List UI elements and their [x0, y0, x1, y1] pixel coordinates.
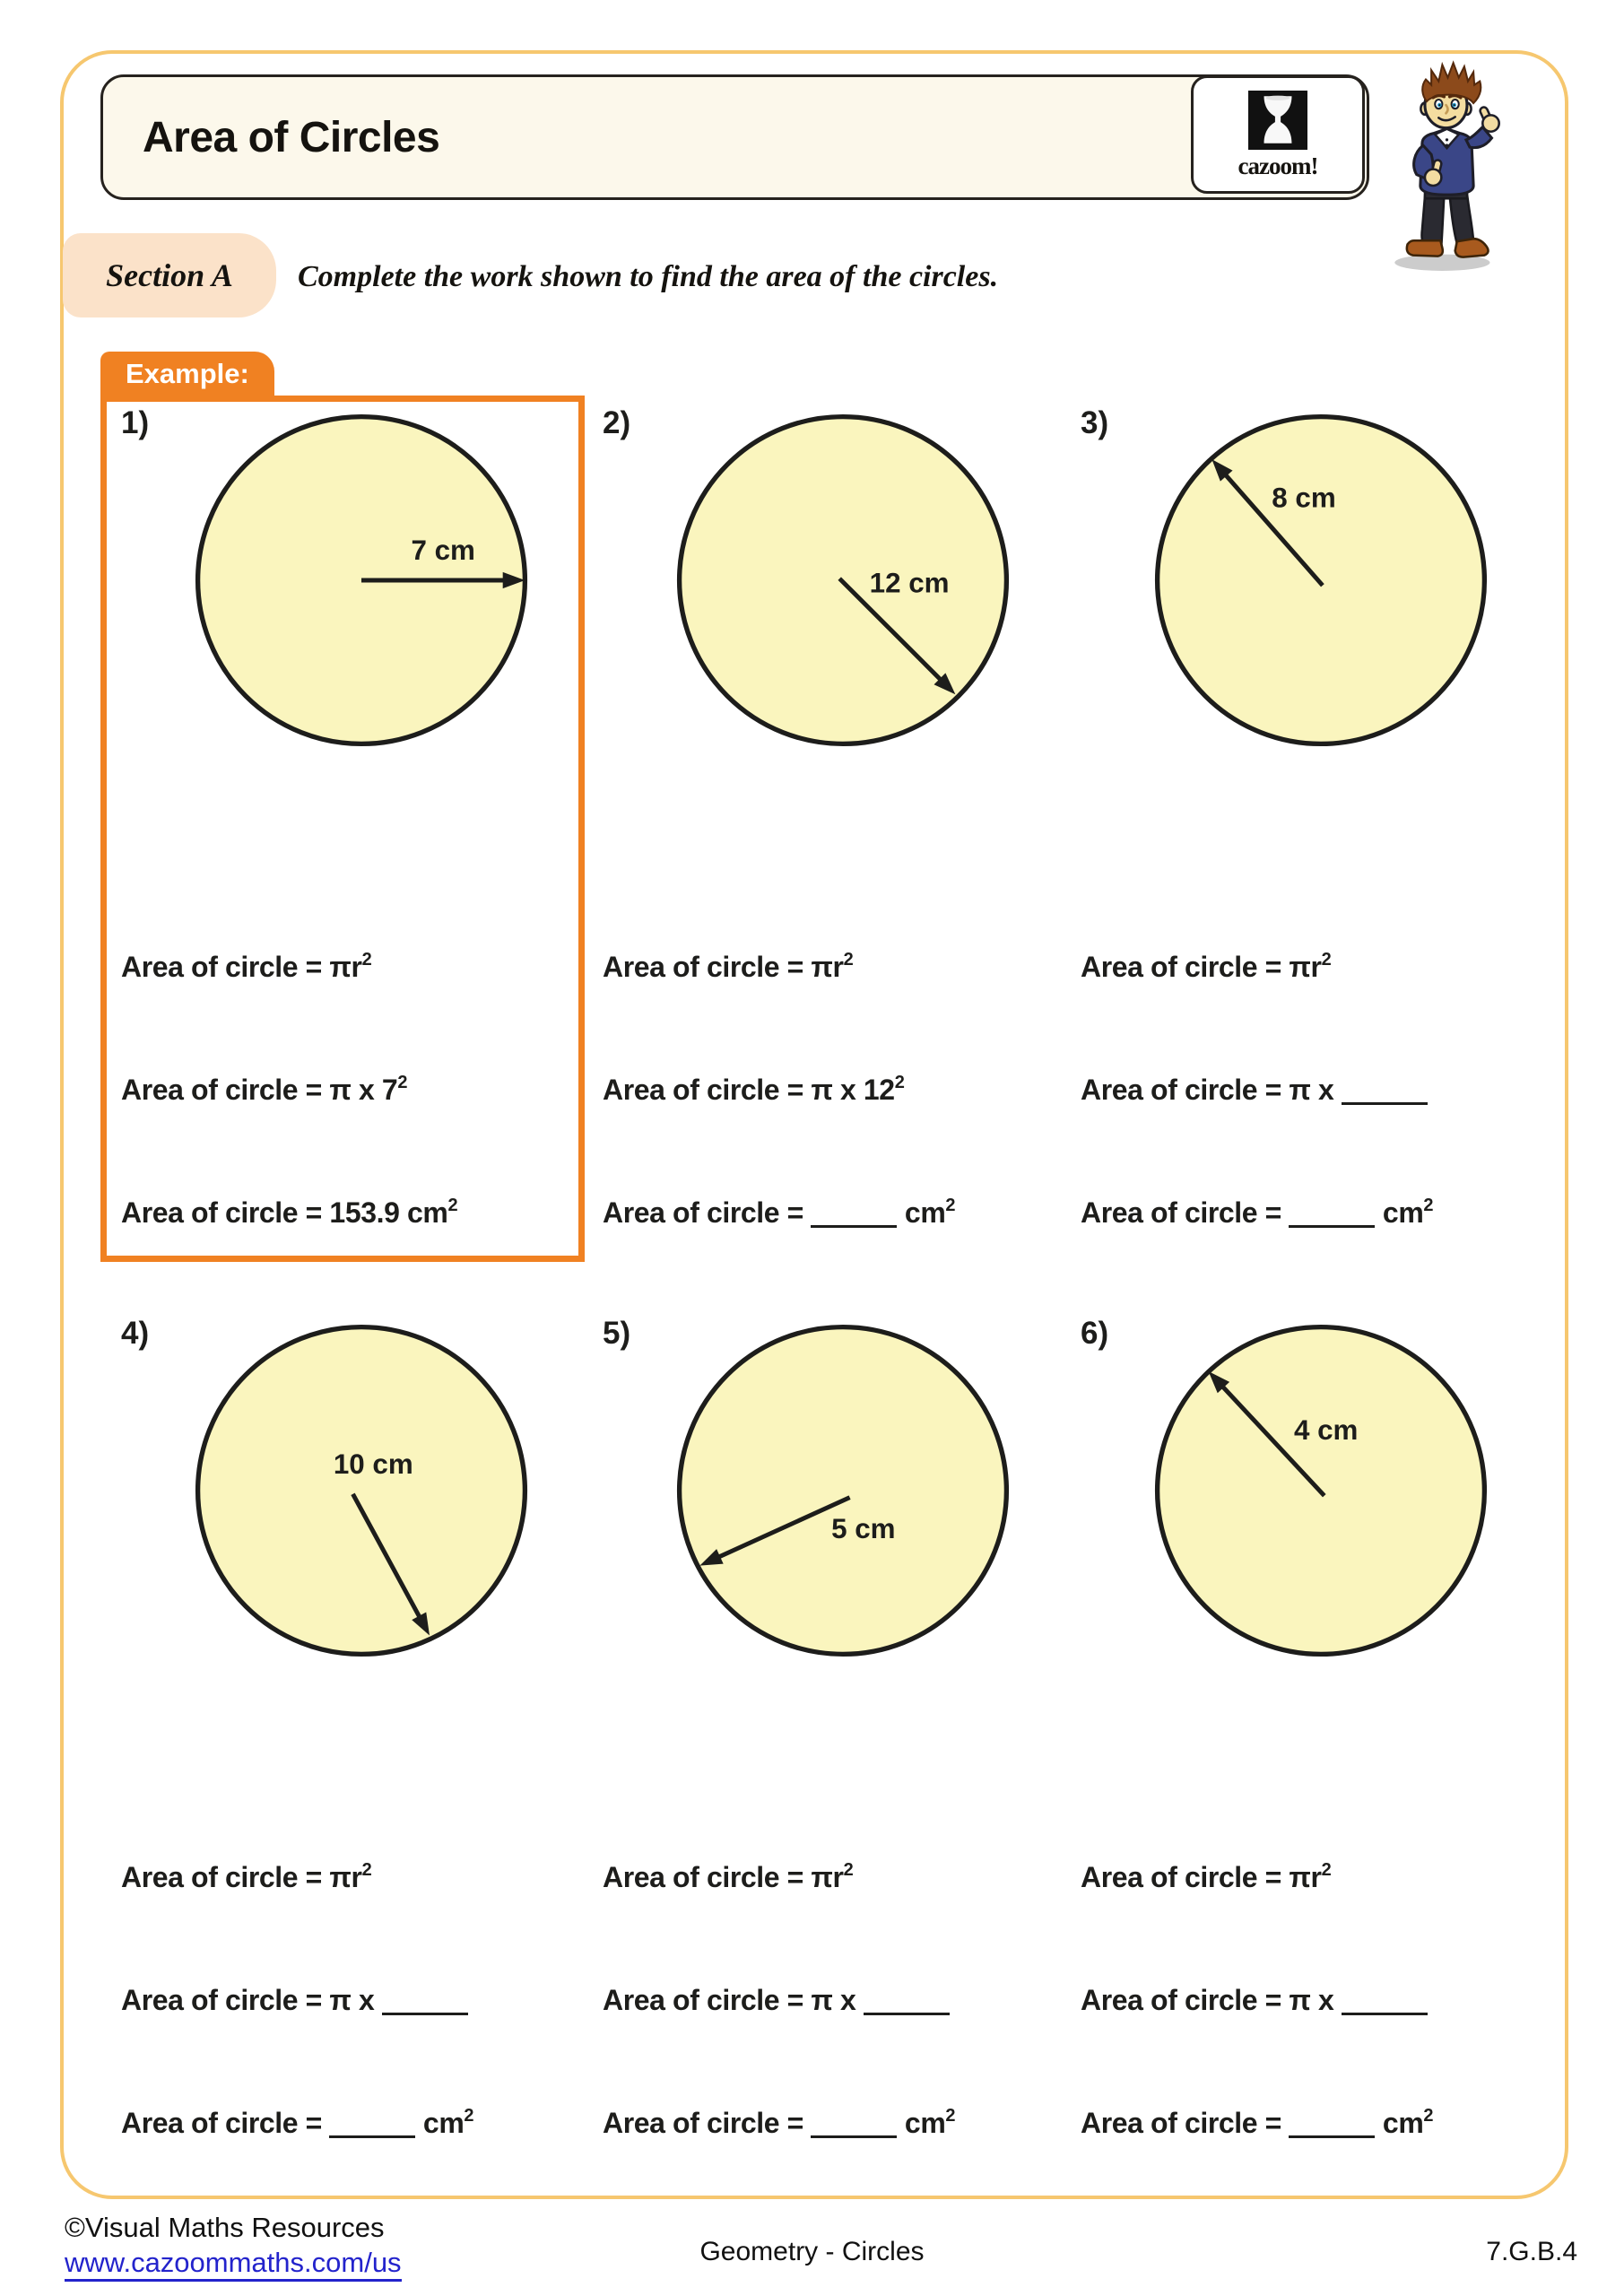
- student-character-illustration: [1385, 57, 1509, 273]
- circle-diagram: [1151, 1320, 1491, 1661]
- work-line: [1081, 1196, 1434, 1230]
- problem-6: [1065, 1305, 1547, 2193]
- equation-text: Area of circle = πr: [1081, 1861, 1322, 1893]
- problem-4: [106, 1305, 587, 2193]
- equation-text: Area of circle = πr: [121, 951, 362, 983]
- work-line: [1081, 2107, 1434, 2140]
- equation-text: cm: [1375, 2107, 1424, 2139]
- circle-shape: [680, 1327, 1007, 1655]
- work-line: [121, 1196, 458, 1230]
- superscript: 2: [843, 1860, 854, 1880]
- equation-text: Area of circle = 153.9 cm: [121, 1196, 448, 1229]
- problem-1: [106, 395, 587, 1283]
- equation-text: Area of circle = π x: [603, 1984, 864, 2016]
- blank-underline: [1342, 1076, 1428, 1105]
- blank-underline: [1289, 1199, 1375, 1228]
- problem-number: 5): [603, 1316, 631, 1351]
- blank-underline: [864, 1987, 950, 2015]
- work-line: [1081, 1074, 1428, 1107]
- work-line: [1081, 951, 1332, 984]
- example-badge: Example:: [100, 352, 274, 396]
- section-label: Section A: [106, 257, 233, 293]
- circle-diagram: [673, 1320, 1013, 1661]
- problem-number: 3): [1081, 405, 1109, 440]
- equation-text: cm: [1375, 1196, 1424, 1229]
- equation-text: Area of circle = π x 7: [121, 1074, 398, 1106]
- circle-diagram: [191, 1320, 532, 1661]
- radius-label: 10 cm: [333, 1448, 413, 1480]
- equation-text: Area of circle =: [603, 1196, 812, 1229]
- superscript: 2: [1321, 1860, 1332, 1880]
- equation-text: Area of circle =: [1081, 1196, 1290, 1229]
- circle-diagram: [191, 410, 532, 751]
- footer-standard-code: 7.G.B.4: [1486, 2237, 1577, 2266]
- equation-text: Area of circle = π x: [1081, 1984, 1342, 2016]
- superscript: 2: [361, 950, 372, 970]
- circle-shape: [198, 1327, 525, 1655]
- work-line: [121, 951, 372, 984]
- circle-diagram: [673, 410, 1013, 751]
- equation-text: Area of circle = π x: [1081, 1074, 1342, 1106]
- footer-url-link[interactable]: www.cazoommaths.com/us: [65, 2247, 402, 2282]
- work-line: [1081, 1861, 1332, 1894]
- section-a-pill: [63, 233, 276, 317]
- problem-3: [1065, 395, 1547, 1283]
- circle-diagram: [1151, 410, 1491, 751]
- work-line: [121, 1074, 407, 1107]
- radius-label: 5 cm: [831, 1513, 896, 1545]
- superscript: 2: [464, 2106, 474, 2126]
- blank-underline: [382, 1987, 468, 2015]
- cazoom-drum-icon: [1248, 90, 1307, 151]
- cazoom-logo-text: cazoom!: [1238, 152, 1318, 179]
- radius-label: 12 cm: [869, 567, 950, 599]
- blank-underline: [329, 2109, 415, 2138]
- equation-text: cm: [415, 2107, 465, 2139]
- superscript: 2: [361, 1860, 372, 1880]
- work-line: [603, 1861, 854, 1894]
- work-line: [603, 1984, 950, 2017]
- equation-text: Area of circle = πr: [1081, 951, 1322, 983]
- work-line: [121, 1861, 372, 1894]
- footer-copyright: ©Visual Maths Resources: [65, 2212, 385, 2243]
- superscript: 2: [1423, 2106, 1434, 2126]
- equation-text: Area of circle = π x 12: [603, 1074, 895, 1106]
- equation-text: Area of circle =: [1081, 2107, 1290, 2139]
- problem-2: [587, 395, 1069, 1283]
- problem-number: 1): [121, 405, 150, 440]
- superscript: 2: [1321, 950, 1332, 970]
- problem-number: 4): [121, 1316, 150, 1351]
- equation-text: Area of circle = πr: [603, 1861, 844, 1893]
- work-line: [603, 2107, 956, 2140]
- superscript: 2: [843, 950, 854, 970]
- work-line: [121, 2107, 474, 2140]
- blank-underline: [1342, 1987, 1428, 2015]
- equation-text: Area of circle = π x: [121, 1984, 382, 2016]
- radius-label: 4 cm: [1293, 1414, 1359, 1446]
- problem-number: 2): [603, 405, 631, 440]
- blank-underline: [811, 2109, 897, 2138]
- problem-5: [587, 1305, 1069, 2193]
- superscript: 2: [894, 1073, 905, 1092]
- superscript: 2: [945, 1196, 956, 1215]
- equation-text: Area of circle = πr: [603, 951, 844, 983]
- superscript: 2: [447, 1196, 458, 1215]
- equation-text: Area of circle =: [603, 2107, 812, 2139]
- section-instruction: Complete the work shown to find the area of the circles.: [298, 260, 999, 293]
- superscript: 2: [945, 2106, 956, 2126]
- work-line: [603, 1196, 956, 1230]
- page-title: Area of Circles: [143, 113, 440, 161]
- superscript: 2: [397, 1073, 408, 1092]
- blank-underline: [1289, 2109, 1375, 2138]
- blank-underline: [811, 1199, 897, 1228]
- equation-text: cm: [897, 2107, 946, 2139]
- radius-label: 8 cm: [1272, 482, 1336, 514]
- equation-text: Area of circle =: [121, 2107, 330, 2139]
- footer-subject: Geometry - Circles: [699, 2237, 925, 2266]
- work-line: [121, 1984, 468, 2017]
- work-line: [1081, 1984, 1428, 2017]
- superscript: 2: [1423, 1196, 1434, 1215]
- cazoom-logo: [1191, 75, 1365, 194]
- header-box: [100, 74, 1369, 200]
- radius-label: 7 cm: [411, 535, 475, 567]
- equation-text: Area of circle = πr: [121, 1861, 362, 1893]
- work-line: [603, 1074, 905, 1107]
- work-line: [603, 951, 854, 984]
- problem-number: 6): [1081, 1316, 1109, 1351]
- equation-text: cm: [897, 1196, 946, 1229]
